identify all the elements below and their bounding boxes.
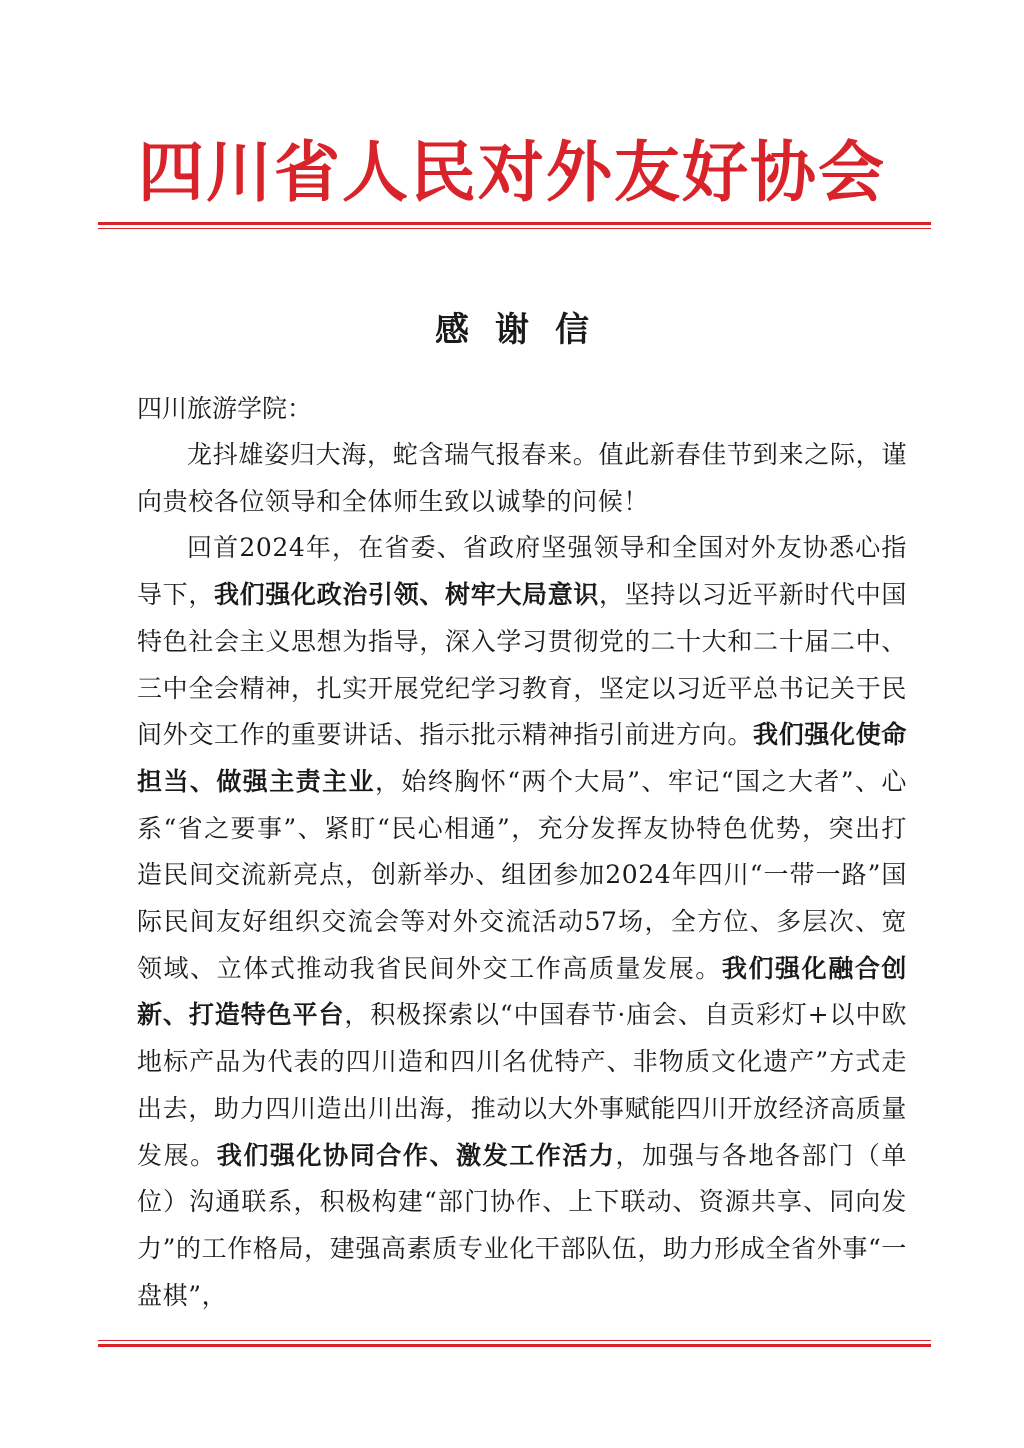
paragraph-text: ，始终胸怀“两个大局”、牢记“国之大者”、心系“省之要事”、紧盯“民心相通”，充分发挥友协特色优势，突出打造民间交流新亮点，创新举办、组团参加2024年四川“一带一路”国际民间友好组织交流会等对外交流活动57场，全方位、多层次、宽领域、立体式推动我省民间外交工作高质量发展。 — [137, 766, 907, 983]
paragraph-text: ，积极探索以“中国春节·庙会、自贡彩灯+以中欧地标产品为代表的四川造和四川名优特产、非物质文化遗产”方式走出去，助力四川造出川出海，推动以大外事赋能四川开放经济高质量发展。 — [137, 1000, 907, 1170]
divider-thick-line — [98, 1344, 931, 1347]
salutation: 四川旅游学院： — [137, 394, 313, 423]
paragraph-greeting — [137, 432, 907, 525]
paragraph-text: ，坚持以习近平新时代中国特色社会主义思想为指导，深入学习贯彻党的二十大和二十届二中、三中全会精神，扎实开展党纪学习教育，坚定以习近平总书记关于民间外交工作的重要讲话、指示批示精神指引前进方向。 — [137, 580, 907, 750]
emphasis-heading-cooperation: 我们强化协同合作、激发工作活力 — [216, 1140, 616, 1170]
document-title: 感谢信 — [435, 310, 615, 350]
divider-thin-line — [98, 1340, 931, 1341]
letterhead-org-name: 四川省人民对外友好协会 — [138, 134, 886, 211]
emphasis-heading-political: 我们强化政治引领、树牢大局意识 — [214, 580, 600, 610]
emphasis-heading-mission: 我们强化使命担当、做强主责主业 — [137, 720, 907, 796]
footer-divider — [98, 1340, 931, 1347]
emphasis-heading-innovation: 我们强化融合创新、打造特色平台 — [137, 953, 908, 1030]
paragraph-text: 回首2024年，在省委、省政府坚强领导和全国对外友协悉心指导下， — [137, 533, 907, 610]
paragraph-text: 龙抖雄姿归大海，蛇含瑞气报春来。值此新春佳节到来之际，谨向贵校各位领导和全体师生致以诚挚的问候！ — [137, 440, 907, 516]
divider-thick-line — [98, 222, 931, 225]
letter-body — [137, 432, 907, 1319]
divider-thin-line — [98, 228, 931, 229]
letterhead-divider-top — [98, 222, 931, 229]
paragraph-text: ，加强与各地各部门（单位）沟通联系，积极构建“部门协作、上下联动、资源共享、同向发力”的工作格局，建强高素质专业化干部队伍，助力形成全省外事“一盘棋”， — [137, 1140, 907, 1310]
paragraph-review — [137, 525, 907, 1319]
